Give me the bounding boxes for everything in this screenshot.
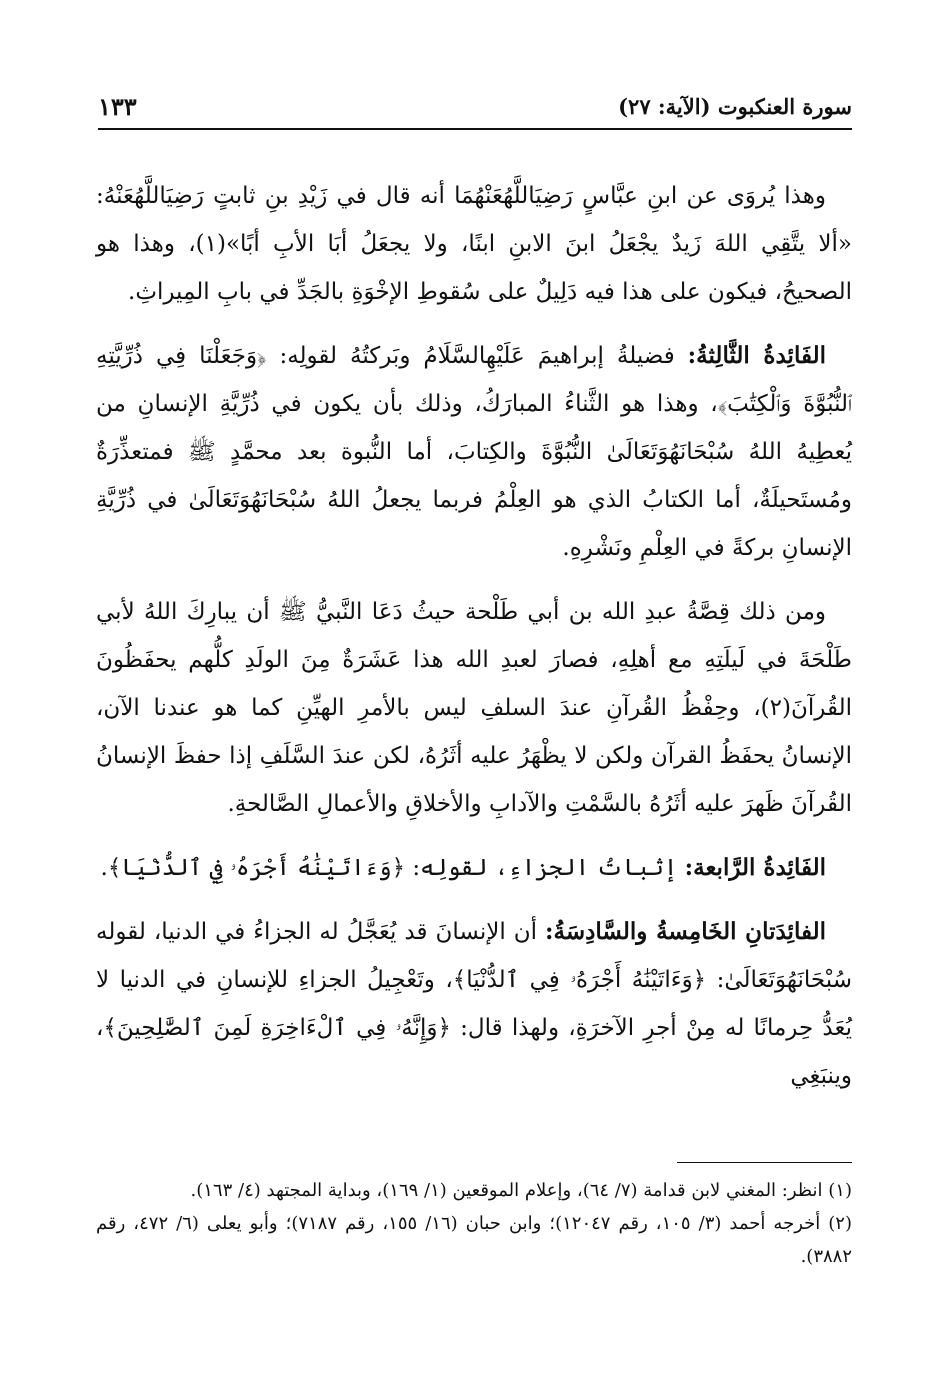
benefit-4-heading: الفَائِدةُ الرَّابعة: bbox=[684, 854, 826, 881]
footnote-1: (١) انظر: المغني لابن قدامة (٧/ ٦٤)، وإعلام الموقعين (١/ ١٦٩)، وبداية المجتهد (٤/ ١٦٣). bbox=[190, 1180, 852, 1201]
paragraph-2 bbox=[96, 332, 852, 572]
footnotes bbox=[96, 1174, 852, 1273]
benefit-3-heading: الفَائِدةُ الثَّالِثةُ: bbox=[687, 342, 826, 369]
running-header bbox=[98, 92, 852, 126]
paragraph-1: وهذا يُروَى عن ابنِ عبَّاسٍ رَضِيَاللَّهُعَنْهُمَا أنه قال في زَيْدِ بنِ ثابتٍ رَضِيَاللَّهُعَنْهُ: «ألا يتَّقِي اللهَ زَيدٌ يجْعَلُ ابنَ الابنِ ابنًا، ولا يجعَلُ أبَا الأبِ أبًا»(١)، وهذا هو الصحيحُ، فيكون على هذا فيه دَلِيلٌ على سُقوطِ الإخْوَةِ بالجَدِّ في بابِ المِيراثِ. bbox=[96, 183, 852, 305]
paragraph-3: ومن ذلك قِصَّةُ عبدِ الله بن أبي طَلْحة حيثُ دَعَا النَّبيُّ ﷺ أن يبارِكَ اللهُ لأبي طَلْحَةَ في لَيلَتِهِ مع أهلِهِ، فصارَ لعبدِ الله هذا عَشَرَةٌ مِنَ الولَدِ كلُّهم يحفَظُونَ القُرآنَ(٢)، وحِفْظُ القُرآنِ عندَ السلفِ ليس بالأمرِ الهيِّنِ كما هو عندنا الآن، الإنسانُ يحفَظُ القرآن ولكن لا يظْهَرُ عليه أثَرُهُ، لكن عندَ السَّلَفِ إذا حفظَ الإنسانُ القُرآنَ ظَهرَ عليه أثَرُهُ بالسَّمْتِ والآدابِ والأخلاقِ والأعمالِ الصَّالحةِ. bbox=[96, 599, 852, 817]
paragraph-4 bbox=[96, 844, 852, 892]
paragraph-5-text: أن الإنسانَ قد يُعَجَّلُ له الجزاءُ في الدنيا، لقوله سُبْحَانَهُوَتَعَالَىٰ: ﴿وَءَاتَيْنَٰهُ أَجْرَهُۥ فِي ٱلدُّنْيَا﴾، وتَعْجِيلُ الجزاءِ للإنسانِ في الدنيا لا يُعَدُّ حِرمانًا له مِنْ أجرِ الآخرَةِ، ولهذا قال: ﴿وَإِنَّهُۥ فِي ٱلْءَاخِرَةِ لَمِنَ ٱلصَّٰلِحِينَ﴾، وينبَغِي bbox=[96, 919, 852, 1089]
paragraph-4-text: إثباتُ الجزاءِ، لقولِه: ﴿وَءَاتَيْنَٰهُ أَجْرَهُۥ فِي ٱلدُّنْيَا﴾. bbox=[100, 855, 678, 881]
surah-header-title: سورة العنكبوت (الآية: ٢٧) bbox=[618, 94, 852, 119]
footnote-divider bbox=[677, 1162, 852, 1163]
paragraph-2-text: فضيلةُ إبراهيمَ عَلَيْهِالسَّلَامُ وبَركتُهُ لقولِه: ﴿وَجَعَلْنَا فِي ذُرِّيَّتِهِ ٱلنُّبُوَّةَ وَٱلْكِتَٰبَ﴾، وهذا هو الثَّناءُ المبارَكُ، وذلك بأن يكون في ذُرِّيَّةِ الإنسانِ من يُعطِيهُ اللهُ سُبْحَانَهُوَتَعَالَىٰ النُّبُوَّةَ والكِتابَ، أما النُّبوة بعد محمَّدٍ ﷺ فمتعذِّرَةٌ ومُستَحيلَةٌ، أما الكتابُ الذي هو العِلْمُ فربما يجعلُ اللهُ سُبْحَانَهُوَتَعَالَىٰ في ذُرِّيَّةِ الإنسانِ بركةً في العِلْمِ ونَشْرِهِ. bbox=[96, 343, 852, 561]
footnote-2: (٢) أخرجه أحمد (٣/ ١٠٥، رقم ١٢٠٤٧)؛ وابن حبان (١٦/ ١٥٥، رقم ٧١٨٧)؛ وأبو يعلى (٦/ ٤٧٢، رقم ٣٨٨٢). bbox=[96, 1213, 852, 1267]
paragraph-5 bbox=[96, 908, 852, 1100]
main-text bbox=[96, 172, 852, 1100]
page-number: ١٣٣ bbox=[98, 92, 137, 121]
header-divider bbox=[98, 128, 852, 130]
benefit-5-6-heading: الفائِدَتانِ الخَامِسةُ والسَّادِسَةُ: bbox=[545, 918, 826, 945]
